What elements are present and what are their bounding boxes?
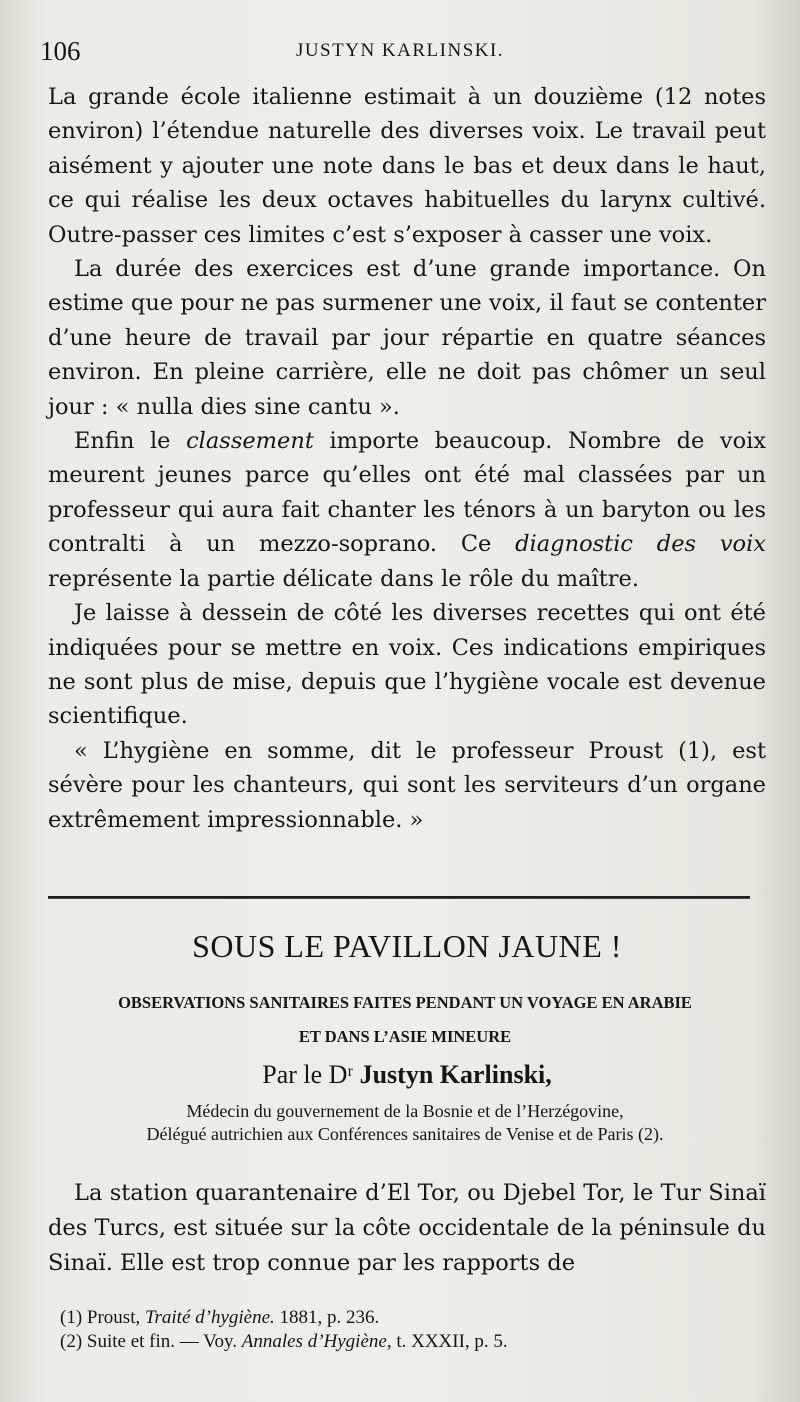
footnote-text: (2) Suite et fin. — Voy.	[60, 1331, 242, 1352]
subtitle-line: ET DANS L’ASIE MINEURE	[298, 1027, 512, 1046]
footnote-title: Traité d’hygiène.	[144, 1307, 275, 1328]
footnotes	[60, 1306, 760, 1354]
article-title: SOUS LE PAVILLON JAUNE !	[192, 928, 622, 964]
emphasis-diagnostic: diagnostic des voix	[515, 531, 766, 558]
article-opening	[48, 1176, 766, 1281]
footnote-text: 1881, p. 236.	[274, 1307, 380, 1328]
page-number: 106	[40, 36, 81, 66]
footnote-text: (1) Proust,	[60, 1307, 145, 1328]
paragraph-voice-classification	[48, 424, 766, 596]
footnote-title: Annales d’Hygiène,	[241, 1331, 392, 1352]
paragraph-exercise-duration: La durée des exercices est d’une grande importance. On estime que pour ne pas surmener une voix, il faut se contenter d’une heure de travail par jour répartie en quatre séances environ. En pleine carrière, elle ne doit pas chômer un seul jour : « nulla dies sine cantu ».	[48, 256, 766, 420]
author-affiliation	[40, 1100, 770, 1146]
paragraph-text: Enfin le	[74, 428, 187, 455]
subtitle-line: OBSERVATIONS SANITAIRES FAITES PENDANT UN VOYAGE EN ARABIE	[118, 993, 692, 1012]
paragraph-el-tor: La station quarantenaire d’El Tor, ou Djebel Tor, le Tur Sinaï des Turcs, est située sur la côte occidentale de la péninsule du Sinaï. Elle est trop connue par les rapports de	[48, 1180, 766, 1276]
footnote-2	[60, 1330, 760, 1354]
paragraph-recipes: Je laisse à dessein de côté les diverses recettes qui ont été indiquées pour se mettre en voix. Ces indications empiriques ne sont plus de mise, depuis que l’hygiène vocale est devenue scientifique.	[48, 600, 766, 730]
paragraph-text: représente la partie délicate dans le rôle du maître.	[48, 565, 639, 592]
page-header	[40, 36, 760, 70]
footnote-text: t. XXXII, p. 5.	[391, 1331, 508, 1352]
paragraph-voice-range: La grande école italienne estimait à un douzième (12 notes environ) l’étendue naturelle des diverses voix. Le travail peut aisément y ajouter une note dans le bas et deux dans le haut, ce qui réalise les deux octaves habituelles du larynx cultivé. Outre-passer ces limites c’est s’exposer à casser une voix.	[48, 84, 766, 248]
author-line	[48, 1060, 766, 1090]
paragraph-text: importe beaucoup. Nombre de voix meurent jeunes parce qu’elles ont été mal classées par un professeur qui aura fait chanter les ténors à un baryton ou les contralti à un mezzo-soprano. Ce	[48, 428, 767, 558]
paragraph-proust-quote: « L’hygiène en somme, dit le professeur Proust (1), est sévère pour les chanteurs, qui sont les serviteurs d’un organe extrêmement impressionnable. »	[48, 737, 766, 833]
affiliation-line: Médecin du gouvernement de la Bosnie et de l’Herzégovine,	[186, 1101, 624, 1121]
footnote-1	[60, 1306, 760, 1330]
author-name: Justyn Karlinski,	[359, 1060, 552, 1089]
section-divider	[48, 896, 750, 899]
preceding-article-text	[48, 80, 766, 837]
emphasis-classement: classement	[186, 428, 314, 455]
article-subtitle	[40, 986, 770, 1054]
author-prefix: Par le Dʳ	[262, 1060, 360, 1089]
affiliation-line: Délégué autrichien aux Conférences sanitaires de Venise et de Paris (2).	[146, 1124, 664, 1144]
running-head: JUSTYN KARLINSKI.	[295, 40, 505, 61]
